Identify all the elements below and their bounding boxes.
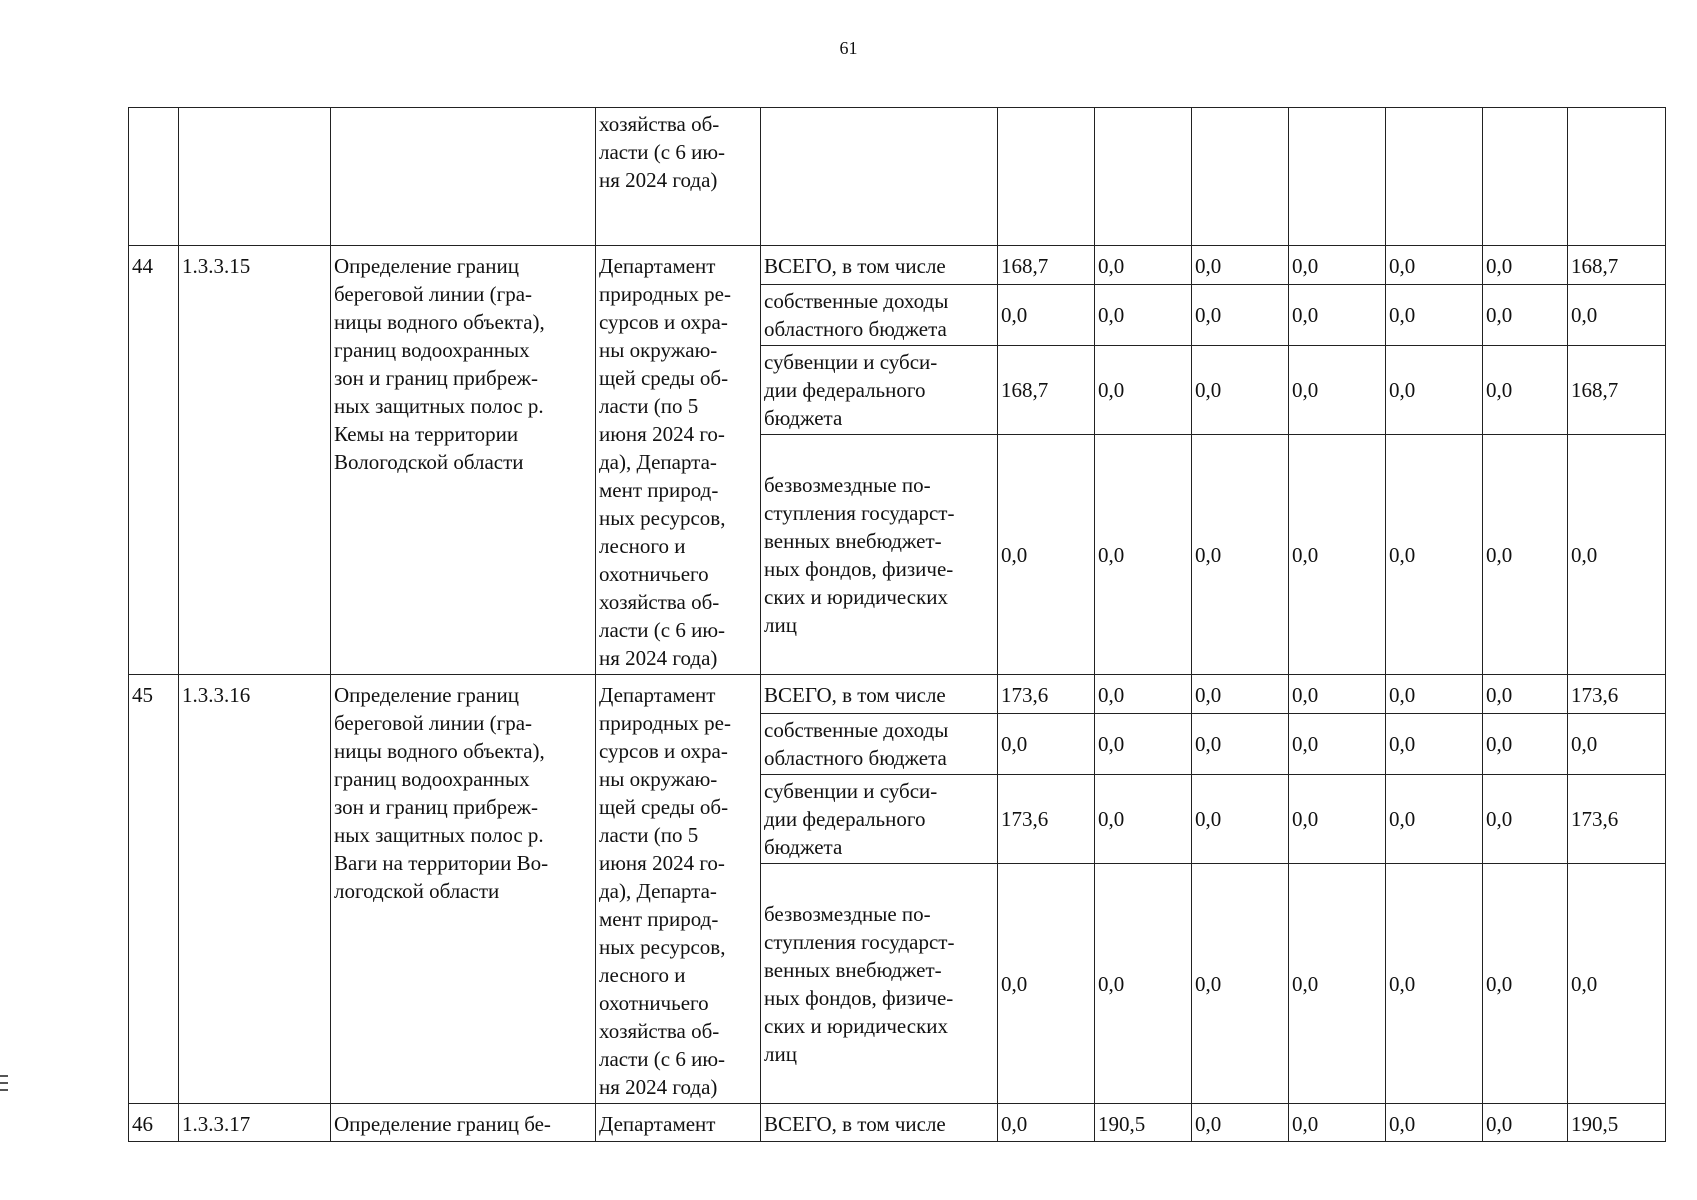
value-cell: 0,0: [1095, 675, 1192, 714]
name-cell: Определение границ береговой линии (гра- ницы водного объекта), границ водоохранных зон и границ прибреж- ных защитных полос р. Ваги на территории Во- логодской области: [331, 675, 596, 1104]
value-cell: 0,0: [1386, 346, 1483, 435]
value-cell: 0,0: [1095, 435, 1192, 675]
value-cell: 0,0: [1095, 864, 1192, 1104]
table-row: [129, 246, 1666, 285]
value-cell: [1289, 108, 1386, 246]
value-cell: [1192, 108, 1289, 246]
value-cell: [1095, 108, 1192, 246]
row-number-cell: 44: [129, 246, 179, 675]
value-cell: 0,0: [1289, 346, 1386, 435]
name-cell: Определение границ береговой линии (гра- ницы водного объекта), границ водоохранных зон и границ прибреж- ных защитных полос р. Кемы на территории Вологодской области: [331, 246, 596, 675]
value-cell: 0,0: [1483, 285, 1568, 346]
table-row-carryover: [129, 108, 1666, 246]
value-cell: 0,0: [1289, 675, 1386, 714]
code-cell: 1.3.3.17: [179, 1104, 331, 1142]
value-cell: 168,7: [998, 246, 1095, 285]
value-cell: 0,0: [1386, 675, 1483, 714]
source-cell: ВСЕГО, в том числе: [761, 246, 998, 285]
value-cell: 0,0: [1192, 246, 1289, 285]
value-cell: 0,0: [998, 864, 1095, 1104]
executor-cell: хозяйства об- ласти (с 6 ию- ня 2024 года): [596, 108, 761, 246]
table-row: [129, 1104, 1666, 1142]
value-cell: 0,0: [1289, 285, 1386, 346]
value-cell: 173,6: [998, 775, 1095, 864]
value-cell: 0,0: [998, 285, 1095, 346]
value-cell: 0,0: [1568, 864, 1666, 1104]
source-cell: собственные доходы областного бюджета: [761, 714, 998, 775]
value-cell: 0,0: [1289, 435, 1386, 675]
name-cell: Определение границ бе-: [331, 1104, 596, 1142]
code-cell: [179, 108, 331, 246]
source-cell: безвозмездные по- ступления государст- венных внебюджет- ных фондов, физиче- ских и юридических лиц: [761, 435, 998, 675]
value-cell: 0,0: [998, 1104, 1095, 1142]
budget-table: [128, 107, 1666, 1142]
value-cell: 0,0: [1095, 246, 1192, 285]
value-cell: 0,0: [1289, 714, 1386, 775]
value-cell: 0,0: [1095, 346, 1192, 435]
scan-margin-mark: [0, 1075, 8, 1077]
value-cell: 0,0: [1483, 775, 1568, 864]
source-cell: собственные доходы областного бюджета: [761, 285, 998, 346]
value-cell: 168,7: [1568, 346, 1666, 435]
value-cell: 0,0: [1568, 435, 1666, 675]
source-cell: [761, 108, 998, 246]
value-cell: 0,0: [1386, 775, 1483, 864]
name-cell: [331, 108, 596, 246]
value-cell: 0,0: [1095, 285, 1192, 346]
value-cell: 0,0: [1192, 675, 1289, 714]
value-cell: 0,0: [1483, 435, 1568, 675]
value-cell: 0,0: [1289, 864, 1386, 1104]
value-cell: 0,0: [1192, 285, 1289, 346]
value-cell: [998, 108, 1095, 246]
source-cell: безвозмездные по- ступления государст- венных внебюджет- ных фондов, физиче- ских и юридических лиц: [761, 864, 998, 1104]
executor-cell: Департамент природных ре- сурсов и охра- ны окружаю- щей среды об- ласти (по 5 июня 2024 го- да), Департа- мент природ- ных ресурсов, лесного и охотничьего хозяйства об- ласти (с 6 ию- ня 2024 года): [596, 246, 761, 675]
value-cell: 0,0: [1386, 285, 1483, 346]
executor-cell: Департамент: [596, 1104, 761, 1142]
value-cell: 0,0: [1289, 775, 1386, 864]
value-cell: 0,0: [1483, 246, 1568, 285]
source-cell: ВСЕГО, в том числе: [761, 1104, 998, 1142]
value-cell: 173,6: [998, 675, 1095, 714]
value-cell: 168,7: [1568, 246, 1666, 285]
value-cell: 0,0: [1483, 864, 1568, 1104]
value-cell: 0,0: [1192, 864, 1289, 1104]
value-cell: 0,0: [1192, 1104, 1289, 1142]
value-cell: [1568, 108, 1666, 246]
value-cell: 0,0: [1095, 775, 1192, 864]
value-cell: 0,0: [1386, 435, 1483, 675]
value-cell: 0,0: [1095, 714, 1192, 775]
value-cell: 0,0: [1192, 714, 1289, 775]
source-cell: субвенции и субси- дии федерального бюджета: [761, 775, 998, 864]
value-cell: [1483, 108, 1568, 246]
value-cell: 0,0: [1483, 1104, 1568, 1142]
code-cell: 1.3.3.15: [179, 246, 331, 675]
value-cell: 0,0: [1192, 435, 1289, 675]
value-cell: 0,0: [998, 435, 1095, 675]
value-cell: 0,0: [1386, 1104, 1483, 1142]
value-cell: [1386, 108, 1483, 246]
value-cell: 0,0: [1386, 246, 1483, 285]
executor-cell: Департамент природных ре- сурсов и охра- ны окружаю- щей среды об- ласти (по 5 июня 2024 го- да), Департа- мент природ- ных ресурсов, лесного и охотничьего хозяйства об- ласти (с 6 ию- ня 2024 года): [596, 675, 761, 1104]
table-row: [129, 675, 1666, 714]
scan-margin-mark: [0, 1089, 8, 1091]
value-cell: 0,0: [1386, 714, 1483, 775]
value-cell: 190,5: [1568, 1104, 1666, 1142]
value-cell: 0,0: [1192, 775, 1289, 864]
page-number: 61: [839, 38, 858, 58]
value-cell: 173,6: [1568, 775, 1666, 864]
value-cell: 0,0: [1192, 346, 1289, 435]
value-cell: 0,0: [1289, 1104, 1386, 1142]
value-cell: 0,0: [1386, 864, 1483, 1104]
value-cell: 168,7: [998, 346, 1095, 435]
value-cell: 0,0: [1483, 675, 1568, 714]
source-cell: субвенции и субси- дии федерального бюджета: [761, 346, 998, 435]
value-cell: 173,6: [1568, 675, 1666, 714]
row-number-cell: 46: [129, 1104, 179, 1142]
value-cell: 0,0: [1483, 346, 1568, 435]
code-cell: 1.3.3.16: [179, 675, 331, 1104]
value-cell: 0,0: [1568, 714, 1666, 775]
value-cell: 0,0: [1483, 714, 1568, 775]
value-cell: 190,5: [1095, 1104, 1192, 1142]
row-number-cell: [129, 108, 179, 246]
value-cell: 0,0: [1568, 285, 1666, 346]
scan-margin-mark: [0, 1082, 8, 1084]
value-cell: 0,0: [998, 714, 1095, 775]
value-cell: 0,0: [1289, 246, 1386, 285]
source-cell: ВСЕГО, в том числе: [761, 675, 998, 714]
row-number-cell: 45: [129, 675, 179, 1104]
